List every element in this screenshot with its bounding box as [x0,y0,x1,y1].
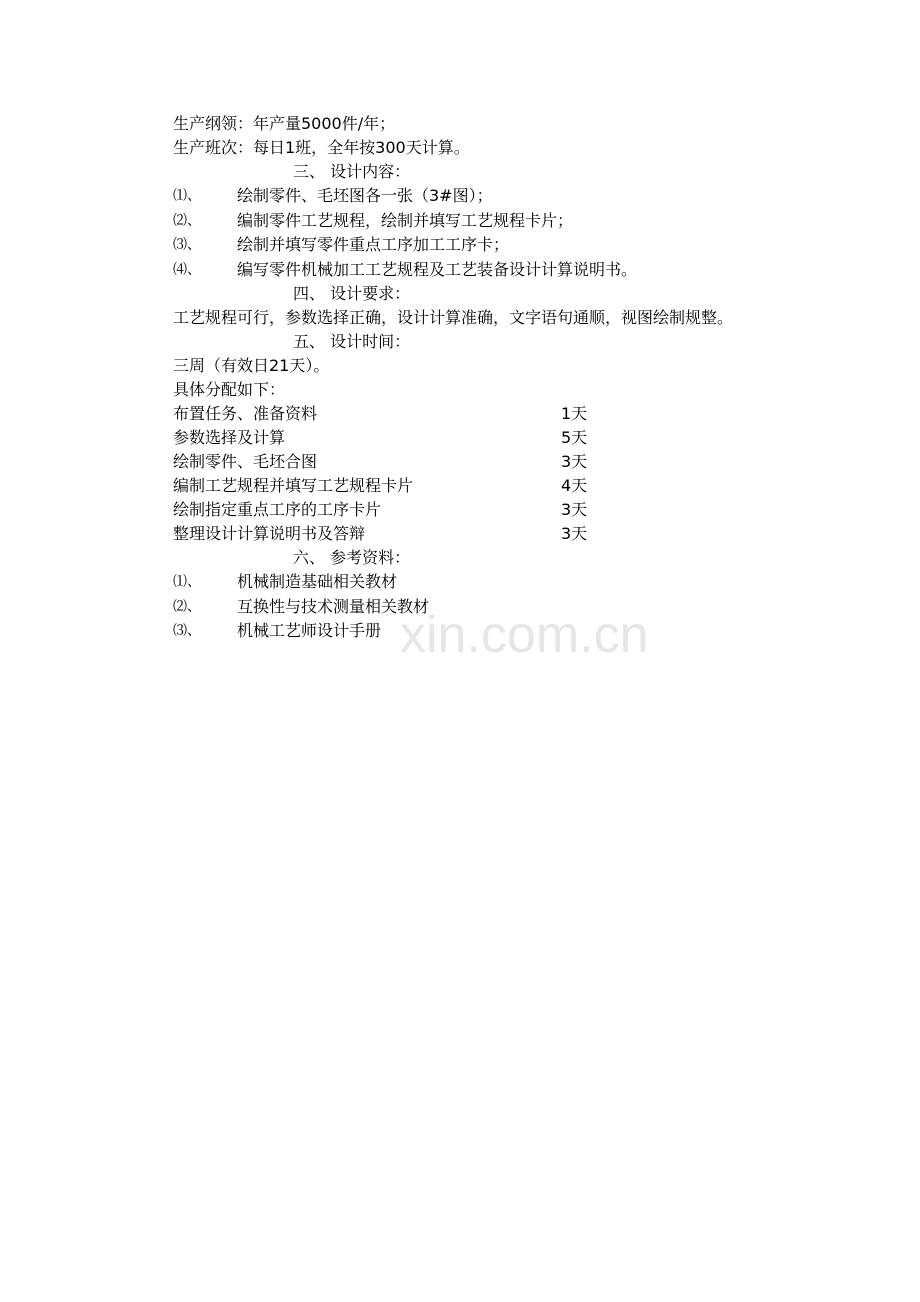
item-number: ⑴、 [173,188,201,204]
schedule-row [173,522,793,546]
watermark: xin.com.cn [400,606,649,664]
schedule-task: 绘制零件、毛坯合图 [173,452,318,471]
schedule-row [173,402,793,426]
list-item [173,233,793,258]
schedule-task: 参数选择及计算 [173,428,286,447]
section-6-heading: 六、 参考资料： [293,548,411,567]
schedule-days: 3天 [561,452,588,471]
schedule-days: 4天 [561,476,588,495]
section-4-heading: 四、 设计要求： [293,284,411,303]
annual-output-line: 生产纲领：年产量5000件/年； [173,114,396,133]
schedule-row [173,498,793,522]
item-number: ⑴、 [173,574,201,590]
item-text: 编制零件工艺规程，绘制并填写工艺规程卡片； [237,210,574,230]
list-item [173,184,793,209]
schedule-intro: 具体分配如下： [173,380,286,399]
list-item [173,258,793,283]
item-number: ⑷、 [173,261,201,278]
list-item [173,209,793,234]
requirements-paragraph: 工艺规程可行，参数选择正确，设计计算准确，文字语句通顺，视图绘制规整。 [173,308,734,327]
schedule-row [173,426,793,450]
schedule-task: 整理设计计算说明书及答辩 [173,524,366,543]
item-text: 绘制并填写零件重点工序加工工序卡； [237,235,510,254]
section-5-heading: 五、 设计时间： [293,332,411,351]
document-body [173,112,793,644]
item-number: ⑶、 [173,237,201,253]
schedule-task: 布置任务、准备资料 [173,404,318,423]
reference-item [173,570,793,595]
schedule-days: 1天 [561,404,588,423]
shift-line: 生产班次：每日1班，全年按300天计算。 [173,138,470,157]
schedule-row [173,474,793,498]
item-number: ⑶、 [173,623,201,639]
schedule-task: 绘制指定重点工序的工序卡片 [173,500,382,519]
item-number: ⑵、 [173,212,201,229]
schedule-days: 5天 [561,428,588,447]
schedule-days: 3天 [561,524,588,543]
item-text: 互换性与技术测量相关教材 [237,596,430,616]
reference-item [173,595,793,620]
item-text: 编写零件机械加工工艺规程及工艺装备设计计算说明书。 [237,259,638,279]
item-text: 绘制零件、毛坯图各一张（3#图）； [237,186,493,205]
item-text: 机械制造基础相关教材 [237,572,398,591]
section-3-heading: 三、 设计内容： [293,162,411,181]
schedule-task: 编制工艺规程并填写工艺规程卡片 [173,476,414,495]
schedule-days: 3天 [561,500,588,519]
reference-item [173,619,793,644]
duration-line: 三周（有效日21天）。 [173,356,330,375]
item-text: 机械工艺师设计手册 [237,621,382,640]
item-number: ⑵、 [173,598,201,615]
schedule-row [173,450,793,474]
